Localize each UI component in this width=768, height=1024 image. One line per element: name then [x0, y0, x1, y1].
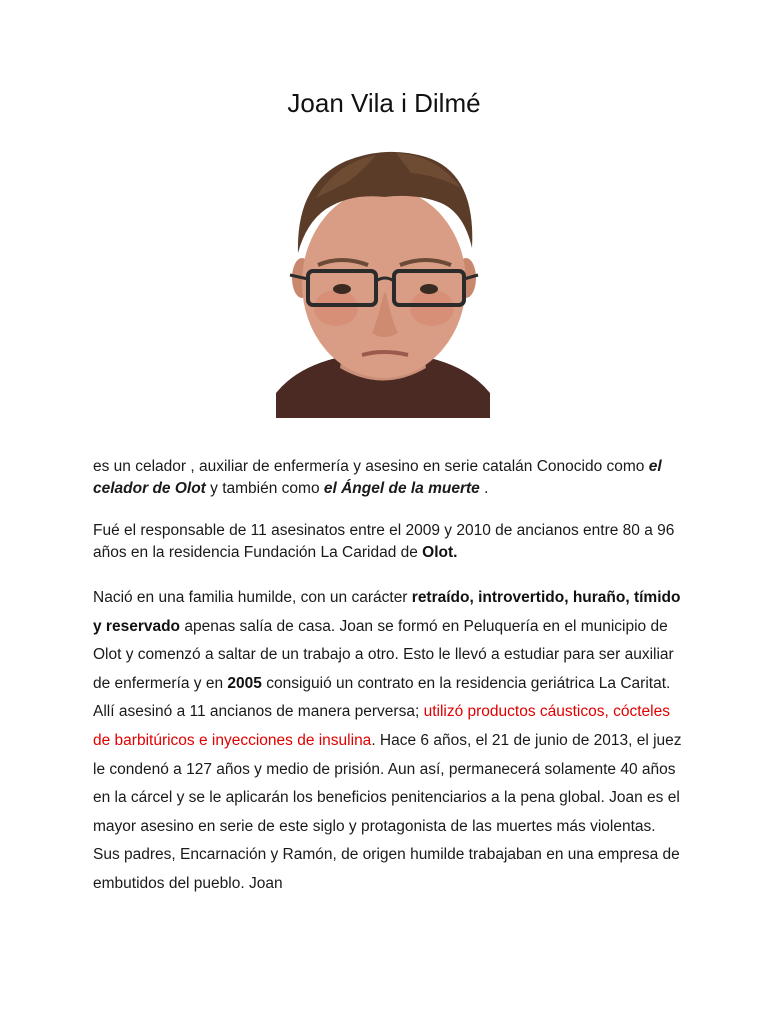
p3-bold-2: 2005 [227, 674, 262, 692]
p2-bold-1: Olot. [422, 544, 458, 561]
p3-text-1: Nació en una familia humilde, con un carácter [93, 589, 412, 606]
p3-red-highlight: utilizó productos cáusticos, cócteles de barbitúricos e inyecciones de insulina [93, 703, 670, 749]
p1-text-2: y también como [205, 480, 324, 497]
p2-text-1: Fué el responsable de 11 asesinatos entre el 2009 y 2010 de ancianos entre 80 a 96 años en la residencia Fundación La Caridad de [93, 522, 675, 561]
biography-paragraph [93, 584, 683, 899]
page-title: Joan Vila i Dilmé [287, 88, 481, 118]
p3-text-4: . Hace 6 años, el 21 de junio de 2013, el juez le condenó a 127 años y medio de prisión. Aun así, permanecerá solamente 40 años en la cárcel y se le aplicarán los beneficios penitenciarios a la pena global. Joan es el mayor asesino en serie de este siglo y protagonista de las muertes más violentas. Sus padres, Encarnación y Ramón, de origen humilde trabajaban en una empresa de embutidos del pueblo. Joan [93, 731, 682, 892]
p3-text-2: apenas salía de casa. Joan se formó en Peluquería en el municipio de Olot y comenzó a saltar de un trabajo a otro. Esto le llevó a estudiar para ser auxiliar de enfermería y en [93, 617, 674, 692]
p1-text-3: . [479, 480, 489, 497]
p1-text-1: es un celador , auxiliar de enfermería y asesino en serie catalán Conocido como [93, 458, 649, 475]
p1-nickname-2: el Ángel de la muerte [323, 480, 480, 497]
p1-nickname-1: el celador de Olot [93, 458, 662, 497]
responsible-paragraph [93, 520, 683, 564]
p3-bold-1: retraído, introvertido, huraño, tímido y reservado [93, 589, 681, 635]
intro-paragraph [93, 456, 683, 500]
portrait-photo [276, 143, 490, 418]
p3-text-3: consiguió un contrato en la residencia geriátrica La Caritat. Allí asesinó a 11 ancianos de manera perversa; [93, 674, 671, 721]
